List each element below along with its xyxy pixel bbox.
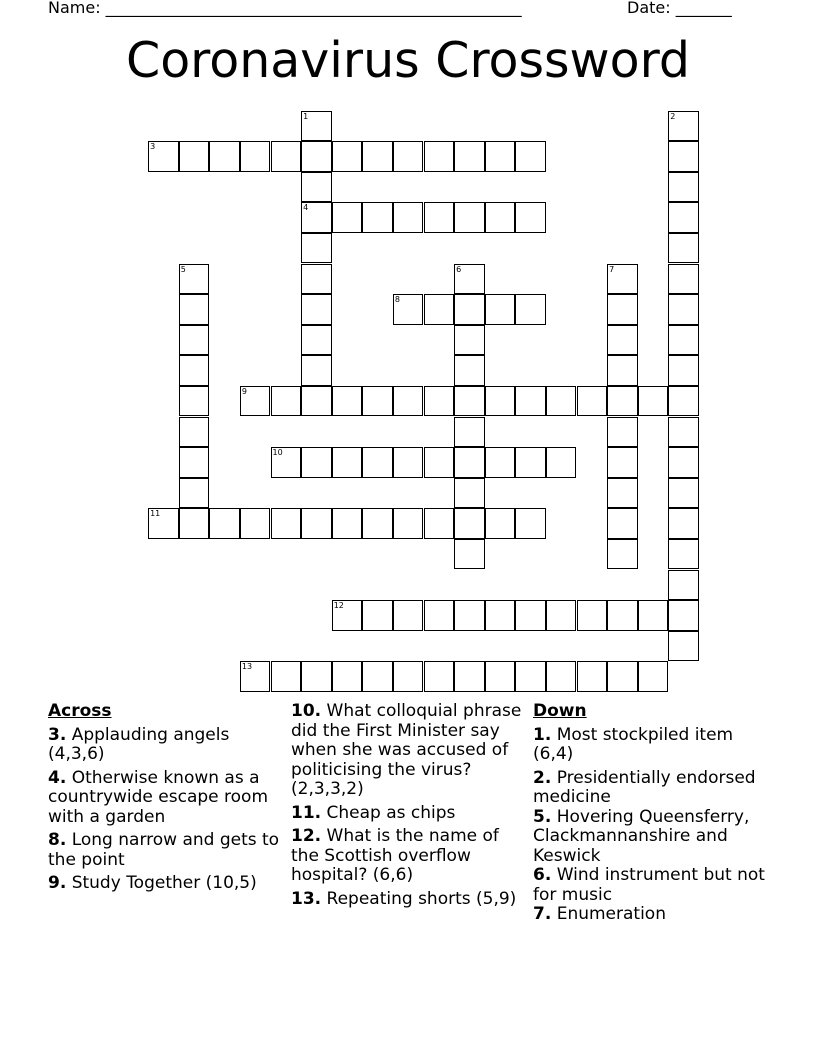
grid-cell[interactable]	[607, 600, 638, 631]
clue-number: 7.	[533, 904, 552, 924]
grid-cell[interactable]	[668, 539, 699, 570]
grid-cell[interactable]	[240, 141, 271, 172]
clue-number-label: 1	[303, 111, 309, 121]
clue-text: Cheap as chips	[326, 802, 456, 823]
clue-down-5	[533, 808, 773, 867]
grid-cell[interactable]	[393, 386, 424, 417]
grid-cell[interactable]	[424, 447, 455, 478]
grid-cell[interactable]	[485, 202, 516, 233]
clue-across-10	[291, 702, 527, 800]
grid-cell[interactable]	[332, 386, 363, 417]
clue-number: 1.	[533, 724, 552, 745]
grid-cell[interactable]	[271, 508, 302, 539]
grid-cell[interactable]	[179, 417, 210, 448]
grid-cell[interactable]	[362, 202, 393, 233]
grid-cell[interactable]	[577, 600, 608, 631]
grid-cell[interactable]	[179, 386, 210, 417]
grid-cell[interactable]	[607, 417, 638, 448]
grid-cell[interactable]	[668, 355, 699, 386]
clue-number: 5.	[533, 806, 552, 827]
grid-cell[interactable]	[424, 294, 455, 325]
grid-cell[interactable]	[454, 600, 485, 631]
grid-cell[interactable]	[454, 325, 485, 356]
grid-cell[interactable]	[301, 264, 332, 295]
clue-number-label: 2	[670, 111, 676, 121]
clue-down-2	[533, 769, 773, 808]
grid-cell[interactable]	[271, 447, 302, 478]
grid-cell[interactable]	[271, 661, 302, 692]
clue-text: Presidentially endorsed medicine	[533, 767, 756, 807]
grid-cell[interactable]	[179, 141, 210, 172]
grid-cell[interactable]	[179, 478, 210, 509]
grid-cell[interactable]	[393, 661, 424, 692]
grid-cell[interactable]	[301, 325, 332, 356]
grid-cell[interactable]	[393, 447, 424, 478]
grid-cell[interactable]	[454, 141, 485, 172]
grid-cell[interactable]	[393, 141, 424, 172]
grid-cell[interactable]	[668, 478, 699, 509]
down-heading: Down	[533, 701, 587, 721]
clue-number: 11.	[291, 802, 322, 823]
grid-cell[interactable]	[668, 508, 699, 539]
grid-cell[interactable]	[362, 600, 393, 631]
clue-number: 8.	[48, 830, 67, 850]
grid-cell[interactable]	[301, 111, 332, 142]
clue-number: 9.	[48, 873, 67, 893]
grid-cell[interactable]	[454, 386, 485, 417]
grid-cell[interactable]	[607, 539, 638, 570]
grid-cell[interactable]	[668, 570, 699, 601]
grid-cell[interactable]	[301, 172, 332, 203]
grid-cell[interactable]	[454, 417, 485, 448]
clue-number-label: 5	[180, 264, 186, 274]
clue-text: Long narrow and gets to the point	[48, 830, 280, 870]
grid-cell[interactable]	[332, 141, 363, 172]
grid-cell[interactable]	[301, 508, 332, 539]
grid-cell[interactable]	[607, 661, 638, 692]
clue-down-1	[533, 726, 773, 765]
clue-text: Wind instrument but not for music	[533, 865, 765, 905]
grid-cell[interactable]	[668, 294, 699, 325]
grid-cell[interactable]	[546, 600, 577, 631]
grid-cell[interactable]	[240, 661, 271, 692]
grid-cell[interactable]	[179, 355, 210, 386]
grid-cell[interactable]	[271, 386, 302, 417]
clue-number-label: 10	[272, 448, 283, 458]
grid-cell[interactable]	[515, 141, 546, 172]
grid-cell[interactable]	[454, 355, 485, 386]
grid-cell[interactable]	[209, 141, 240, 172]
clue-across-13	[291, 890, 527, 910]
grid-cell[interactable]	[607, 264, 638, 295]
grid-cell[interactable]	[607, 386, 638, 417]
grid-cell[interactable]	[515, 447, 546, 478]
grid-cell[interactable]	[179, 294, 210, 325]
grid-cell[interactable]	[485, 386, 516, 417]
grid-cell[interactable]	[240, 386, 271, 417]
clue-text: Most stockpiled item (6,4)	[533, 724, 734, 764]
grid-cell[interactable]	[454, 508, 485, 539]
clue-across-8	[48, 831, 284, 870]
clue-number: 6.	[533, 865, 552, 885]
grid-cell[interactable]	[668, 264, 699, 295]
grid-cell[interactable]	[638, 661, 669, 692]
grid-cell[interactable]	[393, 202, 424, 233]
grid-cell[interactable]	[485, 447, 516, 478]
grid-cell[interactable]	[546, 661, 577, 692]
clue-number-label: 3	[150, 142, 156, 152]
grid-cell[interactable]	[485, 600, 516, 631]
grid-cell[interactable]	[393, 508, 424, 539]
clue-down-7	[533, 905, 773, 925]
grid-cell[interactable]	[424, 508, 455, 539]
clue-number-label: 9	[241, 386, 247, 396]
grid-cell[interactable]	[668, 600, 699, 631]
clue-number: 12.	[291, 826, 322, 846]
grid-cell[interactable]	[240, 508, 271, 539]
clue-across-11	[291, 804, 527, 824]
grid-cell[interactable]	[668, 325, 699, 356]
grid-cell[interactable]	[148, 508, 179, 539]
clue-number-label: 6	[456, 264, 462, 274]
grid-cell[interactable]	[332, 202, 363, 233]
grid-cell[interactable]	[668, 111, 699, 142]
clue-number-label: 8	[394, 295, 400, 305]
grid-cell[interactable]	[668, 447, 699, 478]
grid-cell[interactable]	[301, 386, 332, 417]
grid-cell[interactable]	[179, 325, 210, 356]
grid-cell[interactable]	[668, 631, 699, 662]
grid-cell[interactable]	[301, 294, 332, 325]
clue-number-label: 13	[241, 662, 253, 672]
clues-column-2	[291, 702, 527, 913]
grid-cell[interactable]	[515, 661, 546, 692]
grid-cell[interactable]	[515, 600, 546, 631]
clue-down-6	[533, 866, 773, 905]
clue-number-label: 4	[303, 203, 309, 213]
grid-cell[interactable]	[577, 386, 608, 417]
grid-cell[interactable]	[485, 141, 516, 172]
grid-cell[interactable]	[362, 661, 393, 692]
grid-cell[interactable]	[607, 478, 638, 509]
grid-cell[interactable]	[332, 447, 363, 478]
grid-cell[interactable]	[424, 600, 455, 631]
clue-number-label: 12	[333, 601, 344, 611]
grid-cell[interactable]	[362, 447, 393, 478]
grid-cell[interactable]	[179, 447, 210, 478]
grid-cell[interactable]	[454, 478, 485, 509]
grid-cell[interactable]	[515, 508, 546, 539]
clues-column-1	[48, 702, 284, 898]
grid-cell[interactable]	[485, 294, 516, 325]
grid-cell[interactable]	[393, 294, 424, 325]
grid-cell[interactable]	[607, 508, 638, 539]
grid-cell[interactable]	[454, 202, 485, 233]
grid-cell[interactable]	[668, 172, 699, 203]
clue-number: 3.	[48, 724, 67, 745]
grid-cell[interactable]	[148, 141, 179, 172]
name-field-label: Name: ____________________________________________________	[48, 0, 522, 17]
clue-across-3	[48, 726, 284, 765]
grid-cell[interactable]	[515, 294, 546, 325]
grid-cell[interactable]	[301, 202, 332, 233]
clue-number-label: 7	[609, 264, 615, 274]
grid-cell[interactable]	[332, 508, 363, 539]
clue-text: Repeating shorts (5,9)	[326, 888, 517, 909]
across-heading: Across	[48, 701, 112, 721]
clue-number: 4.	[48, 767, 67, 788]
grid-cell[interactable]	[668, 417, 699, 448]
grid-cell[interactable]	[424, 141, 455, 172]
grid-cell[interactable]	[454, 447, 485, 478]
grid-cell[interactable]	[362, 386, 393, 417]
clue-number: 2.	[533, 767, 552, 788]
page-title: Coronavirus Crossword	[125, 32, 690, 89]
grid-cell[interactable]	[638, 600, 669, 631]
grid-cell[interactable]	[301, 661, 332, 692]
clue-text: Applauding angels (4,3,6)	[48, 724, 230, 764]
grid-cell[interactable]	[485, 508, 516, 539]
grid-cell[interactable]	[607, 294, 638, 325]
grid-cell[interactable]	[454, 539, 485, 570]
grid-cell[interactable]	[668, 202, 699, 233]
clue-number: 10.	[291, 701, 322, 721]
grid-cell[interactable]	[424, 386, 455, 417]
grid-cell[interactable]	[424, 202, 455, 233]
grid-cell[interactable]	[607, 325, 638, 356]
clues-column-3	[533, 702, 773, 929]
grid-cell[interactable]	[332, 600, 363, 631]
grid-cell[interactable]	[424, 661, 455, 692]
clue-text: Enumeration	[556, 904, 666, 924]
grid-cell[interactable]	[179, 508, 210, 539]
grid-cell[interactable]	[179, 264, 210, 295]
grid-cell[interactable]	[668, 386, 699, 417]
grid-cell[interactable]	[362, 508, 393, 539]
clue-across-12	[291, 827, 527, 886]
grid-cell[interactable]	[454, 294, 485, 325]
clue-text: Otherwise known as a countrywide escape room with a garden	[48, 767, 269, 827]
grid-cell[interactable]	[454, 264, 485, 295]
grid-cell[interactable]	[393, 600, 424, 631]
grid-cell[interactable]	[301, 447, 332, 478]
grid-cell[interactable]	[454, 661, 485, 692]
grid-cell[interactable]	[515, 386, 546, 417]
grid-cell[interactable]	[515, 202, 546, 233]
clue-text: Hovering Queensferry, Clackmannanshire and Keswick	[533, 806, 750, 866]
clue-text: Study Together (10,5)	[71, 873, 257, 893]
grid-cell[interactable]	[577, 661, 608, 692]
grid-cell[interactable]	[362, 141, 393, 172]
clue-number-label: 11	[150, 509, 161, 519]
grid-cell[interactable]	[546, 447, 577, 478]
grid-cell[interactable]	[607, 447, 638, 478]
grid-cell[interactable]	[271, 141, 302, 172]
grid-cell[interactable]	[209, 508, 240, 539]
grid-cell[interactable]	[668, 233, 699, 264]
date-field-label: Date: _______	[627, 0, 732, 17]
clue-across-9	[48, 874, 284, 894]
clue-text: What colloquial phrase did the First Minister say when she was accused of politicising the virus? (2,3,3,2)	[291, 701, 522, 799]
clue-across-4	[48, 769, 284, 828]
clue-text: What is the name of the Scottish overflow hospital? (6,6)	[291, 826, 499, 885]
grid-cell[interactable]	[668, 141, 699, 172]
grid-cell[interactable]	[546, 386, 577, 417]
grid-cell[interactable]	[607, 355, 638, 386]
grid-cell[interactable]	[301, 141, 332, 172]
clue-number: 13.	[291, 888, 322, 909]
grid-cell[interactable]	[485, 661, 516, 692]
grid-cell[interactable]	[332, 661, 363, 692]
grid-cell[interactable]	[301, 233, 332, 264]
grid-cell[interactable]	[638, 386, 669, 417]
grid-cell[interactable]	[301, 355, 332, 386]
